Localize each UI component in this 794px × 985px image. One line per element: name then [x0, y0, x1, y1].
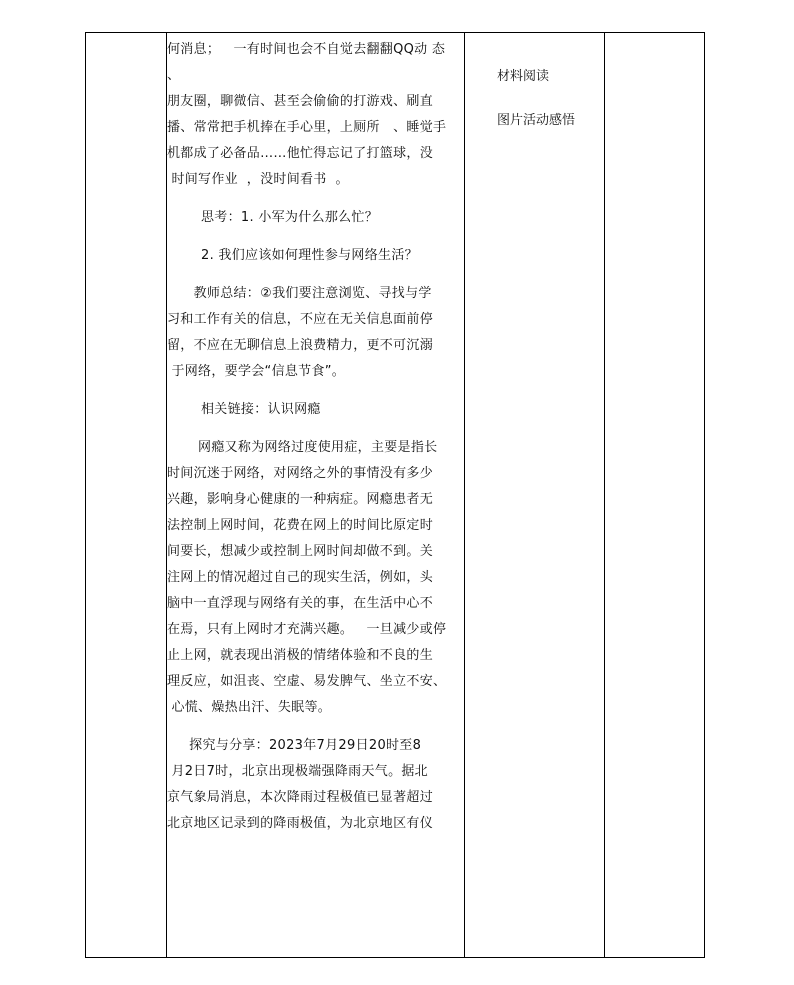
think-question-2: 2. 我们应该如何理性参与网络生活？	[201, 248, 418, 263]
column-divider	[464, 33, 465, 957]
related-link-title: 相关链接：认识网瘾	[201, 402, 321, 417]
text-line: 朋友圈，聊微信、甚至会偷偷的打游戏、刷直	[167, 94, 434, 109]
summary-line: 于网络，要学会“信息节食”。	[167, 364, 346, 379]
summary-line: 留，不应在无聊信息上浪费精力，更不可沉溺	[167, 338, 434, 353]
addiction-line: 在焉，只有上网时才充满兴趣。 一旦减少或停	[167, 622, 447, 637]
addiction-line: 理反应，如沮丧、空虚、易发脾气、坐立不安、	[167, 674, 447, 689]
addiction-line: 注网上的情况超过自己的现实生活，例如，头	[167, 570, 434, 585]
summary-line: 习和工作有关的信息，不应在无关信息面前停	[167, 312, 434, 327]
addiction-line: 心慌、燥热出汗、失眠等。	[167, 700, 332, 715]
explore-line: 京气象局消息，本次降雨过程极值已显著超过	[167, 790, 434, 805]
addiction-line: 法控制上网时间，花费在网上的时间比原定时	[167, 518, 434, 533]
addiction-line: 网瘾又称为网络过度使用症，主要是指长	[167, 440, 438, 455]
text-line: 机都成了必备品……他忙得忘记了打篮球，没	[167, 146, 434, 161]
explore-line: 探究与分享：2023年7月29日20时至8	[167, 738, 422, 753]
text-line: 时间写作业 ，没时间看书 。	[167, 172, 349, 187]
explore-line: 月2日7时，北京出现极端强降雨天气。据北	[167, 764, 428, 779]
activity-column	[497, 64, 575, 152]
summary-line: 教师总结：②我们要注意浏览、寻找与学	[167, 286, 432, 301]
column-divider	[604, 33, 605, 957]
addiction-line: 间要长，想减少或控制上网时间却做不到。关	[167, 544, 434, 559]
lesson-content-column	[167, 37, 457, 837]
addiction-line: 止上网，就表现出消极的情绪体验和不良的生	[167, 648, 434, 663]
think-question-1: 思考：1. 小军为什么那么忙？	[201, 210, 379, 225]
text-line: 播、常常把手机捧在手心里，上厕所 、睡觉手	[167, 120, 447, 135]
activity-item-picture: 图片活动感悟	[497, 113, 576, 128]
text-line: 何消息； 一有时间也会不自觉去翻翻QQ动 态 、	[167, 42, 450, 83]
activity-item-reading: 材料阅读	[497, 69, 550, 84]
explore-line: 北京地区记录到的降雨极值，为北京地区有仪	[167, 816, 434, 831]
addiction-line: 脑中一直浮现与网络有关的事，在生活中心不	[167, 596, 434, 611]
addiction-line: 兴趣，影响身心健康的一种病症。网瘾患者无	[167, 492, 434, 507]
addiction-line: 时间沉迷于网络，对网络之外的事情没有多少	[167, 466, 434, 481]
